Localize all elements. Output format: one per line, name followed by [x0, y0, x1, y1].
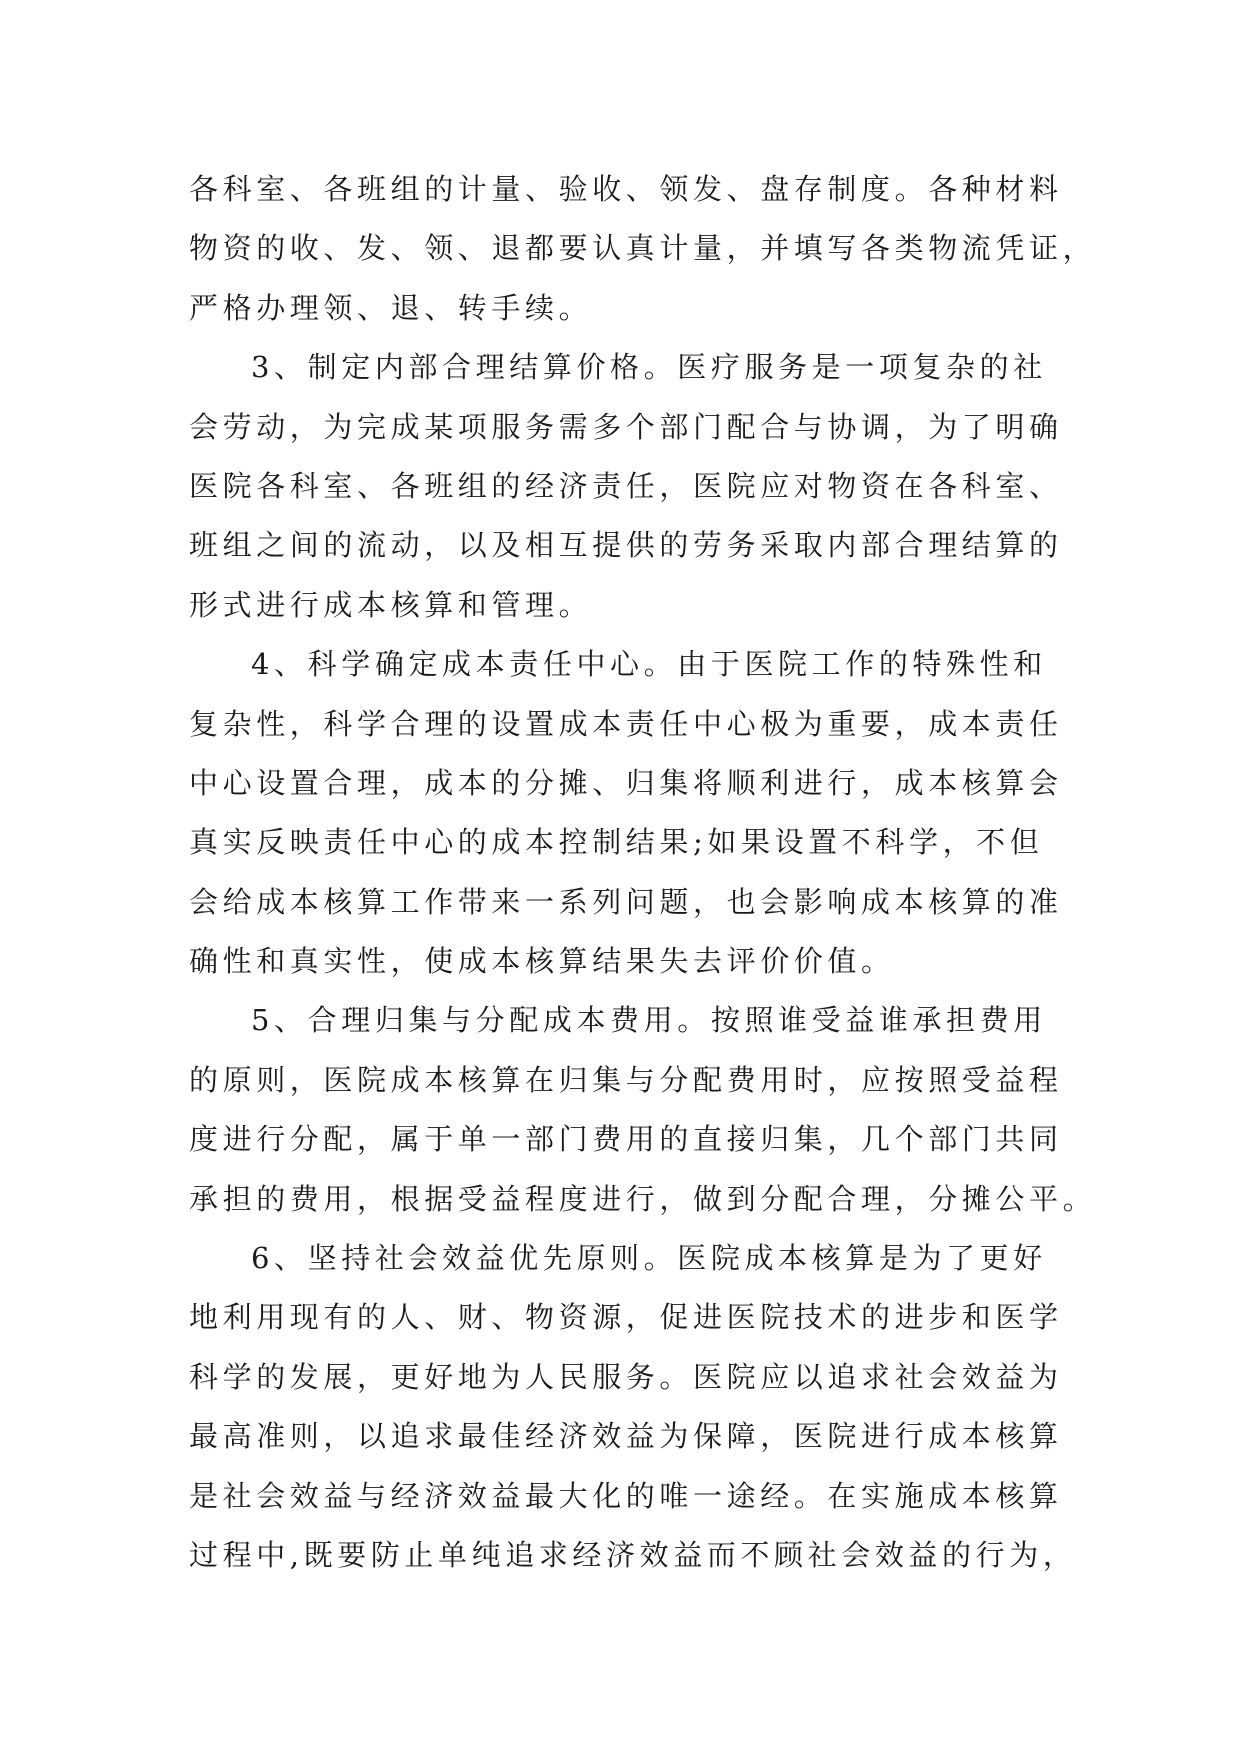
text-line: 地利用现有的人、财、物资源，促进医院技术的进步和医学	[189, 1300, 1063, 1335]
text-line: 中心设置合理，成本的分摊、归集将顺利进行，成本核算会	[189, 765, 1063, 800]
paragraph-start-line: 6、坚持社会效益优先原则。医院成本核算是为了更好	[251, 1241, 1047, 1276]
text-line: 各科室、各班组的计量、验收、领发、盘存制度。各种材料	[189, 172, 1063, 206]
text-line: 的原则，医院成本核算在归集与分配费用时，应按照受益程	[189, 1062, 1063, 1097]
body-text	[189, 160, 1097, 1585]
text-line: 班组之间的流动，以及相互提供的劳务采取内部合理结算的	[189, 528, 1063, 563]
text-line: 科学的发展，更好地为人民服务。医院应以追求社会效益为	[189, 1359, 1063, 1394]
paragraph-start-line: 4、科学确定成本责任中心。由于医院工作的特殊性和	[251, 647, 1047, 682]
text-line: 最高准则，以追求最佳经济效益为保障，医院进行成本核算	[189, 1419, 1063, 1454]
text-line: 过程中,既要防止单纯追求经济效益而不顾社会效益的行为，	[189, 1537, 1077, 1572]
text-line: 医院各科室、各班组的经济责任，医院应对物资在各科室、	[189, 468, 1063, 503]
text-line: 是社会效益与经济效益最大化的唯一途经。在实施成本核算	[189, 1478, 1063, 1513]
paragraph-start-line: 5、合理归集与分配成本费用。按照谁受益谁承担费用	[251, 1003, 1047, 1038]
text-line: 复杂性，科学合理的设置成本责任中心极为重要，成本责任	[189, 706, 1063, 741]
text-line: 严格办理领、退、转手续。	[189, 290, 593, 325]
text-line: 会给成本核算工作带来一系列问题，也会影响成本核算的准	[189, 884, 1063, 919]
text-line: 形式进行成本核算和管理。	[189, 587, 593, 622]
text-line: 物资的收、发、领、退都要认真计量，并填写各类物流凭证，	[189, 231, 1097, 266]
text-line: 承担的费用，根据受益程度进行，做到分配合理，分摊公平。	[189, 1181, 1097, 1216]
text-line: 确性和真实性，使成本核算结果失去评价价值。	[189, 944, 895, 979]
text-line: 会劳动，为完成某项服务需多个部门配合与协调，为了明确	[189, 409, 1063, 444]
text-line: 度进行分配，属于单一部门费用的直接归集，几个部门共同	[189, 1122, 1063, 1157]
text-line: 真实反映责任中心的成本控制结果;如果设置不科学，不但	[189, 825, 1044, 860]
paragraph-start-line: 3、制定内部合理结算价格。医疗服务是一项复杂的社	[251, 350, 1047, 385]
